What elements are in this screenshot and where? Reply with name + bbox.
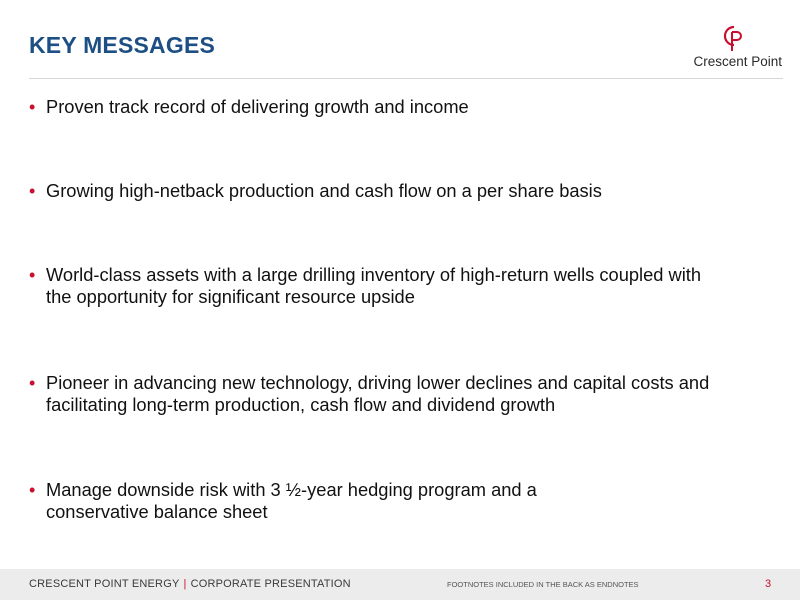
- list-item: [29, 479, 636, 523]
- footer-bar: [0, 569, 800, 600]
- bullet-icon: •: [29, 97, 36, 117]
- bullet-icon: •: [29, 181, 36, 201]
- list-item-text: Pioneer in advancing new technology, driving lower declines and capital costs and facilitating long-term production, cash flow and dividend growth: [46, 372, 710, 415]
- list-item: [29, 372, 751, 416]
- page-title: KEY MESSAGES: [29, 32, 216, 58]
- bullet-icon: •: [29, 265, 36, 285]
- footer-separator: |: [183, 578, 187, 590]
- bullet-icon: •: [29, 480, 36, 500]
- page-number: 3: [765, 578, 772, 590]
- list-item: [29, 264, 706, 308]
- footer-company: CRESCENT POINT ENERGY: [29, 578, 180, 590]
- footer-doc-name: CORPORATE PRESENTATION: [190, 578, 351, 590]
- footnote-text: FOOTNOTES INCLUDED IN THE BACK AS ENDNOTES: [447, 580, 639, 589]
- company-logo: [670, 24, 782, 74]
- list-item-text: World-class assets with a large drilling inventory of high-return wells coupled with the opportunity for significant resource upside: [46, 264, 702, 307]
- list-item: [29, 180, 786, 202]
- bullet-icon: •: [29, 373, 36, 393]
- list-item-text: Manage downside risk with 3 ½-year hedging program and a conservative balance sheet: [46, 479, 537, 522]
- logo-text: Crescent Point: [693, 54, 782, 69]
- footer-title: [29, 578, 351, 590]
- list-item-text: Growing high-netback production and cash flow on a per share basis: [46, 180, 602, 201]
- crescent-point-logo-icon: [720, 24, 746, 52]
- list-item: [29, 96, 786, 118]
- header-divider: [29, 78, 783, 79]
- list-item-text: Proven track record of delivering growth and income: [46, 96, 469, 117]
